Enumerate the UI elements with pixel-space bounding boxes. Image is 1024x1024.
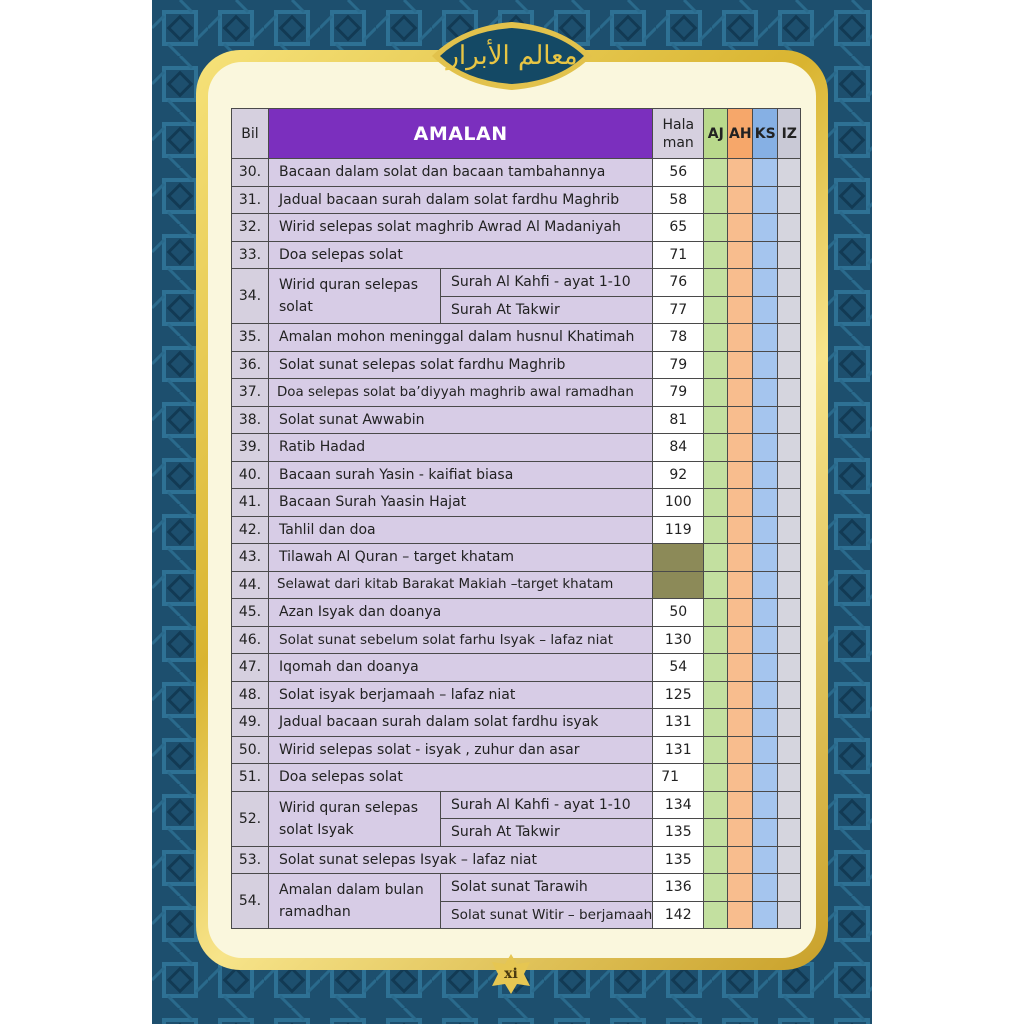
- ah-checkbox-cell[interactable]: [728, 901, 753, 929]
- ah-checkbox-cell[interactable]: [728, 406, 753, 434]
- row-text: Tahlil dan doa: [269, 516, 653, 544]
- aj-checkbox-cell[interactable]: [704, 241, 728, 269]
- row-page: 92: [653, 461, 704, 489]
- ks-checkbox-cell[interactable]: [753, 269, 778, 297]
- table-row: [232, 654, 801, 682]
- row-page: 76: [653, 269, 704, 297]
- row-number: 38.: [232, 406, 269, 434]
- iz-checkbox-cell[interactable]: [778, 654, 801, 682]
- header-amalan: AMALAN: [269, 109, 653, 159]
- row-page: 58: [653, 186, 704, 214]
- iz-checkbox-cell[interactable]: [778, 434, 801, 462]
- row-number: 53.: [232, 846, 269, 874]
- aj-checkbox-cell[interactable]: [704, 901, 728, 929]
- row-text: Amalan mohon meninggal dalam husnul Khatimah: [269, 324, 653, 352]
- aj-checkbox-cell[interactable]: [704, 709, 728, 737]
- ah-checkbox-cell[interactable]: [728, 736, 753, 764]
- table-row: [232, 626, 801, 654]
- aj-checkbox-cell[interactable]: [704, 406, 728, 434]
- row-page: 135: [653, 819, 704, 847]
- row-text: Bacaan surah Yasin - kaifiat biasa: [269, 461, 653, 489]
- ks-checkbox-cell[interactable]: [753, 186, 778, 214]
- row-page: 130: [653, 626, 704, 654]
- ks-checkbox-cell[interactable]: [753, 324, 778, 352]
- table-row: [232, 324, 801, 352]
- header-halaman-line2: man: [662, 134, 694, 151]
- table-row: [232, 874, 801, 902]
- table-row: [232, 791, 801, 819]
- aj-checkbox-cell[interactable]: [704, 544, 728, 572]
- row-subtext: Surah At Takwir: [441, 819, 653, 847]
- table-row: [232, 434, 801, 462]
- ks-checkbox-cell[interactable]: [753, 874, 778, 902]
- aj-checkbox-cell[interactable]: [704, 159, 728, 187]
- row-number: 35.: [232, 324, 269, 352]
- ah-checkbox-cell[interactable]: [728, 599, 753, 627]
- aj-checkbox-cell[interactable]: [704, 351, 728, 379]
- iz-checkbox-cell[interactable]: [778, 599, 801, 627]
- row-text: Tilawah Al Quran – target khatam: [269, 544, 653, 572]
- table-row: [232, 186, 801, 214]
- header-halaman: [653, 109, 704, 159]
- row-number: 31.: [232, 186, 269, 214]
- ks-checkbox-cell[interactable]: [753, 379, 778, 407]
- row-page: 54: [653, 654, 704, 682]
- row-number: 42.: [232, 516, 269, 544]
- row-page: 77: [653, 296, 704, 324]
- header-ah: AH: [728, 109, 753, 159]
- row-text: Doa selepas solat: [269, 764, 653, 792]
- header-ks: KS: [753, 109, 778, 159]
- iz-checkbox-cell[interactable]: [778, 571, 801, 599]
- iz-checkbox-cell[interactable]: [778, 241, 801, 269]
- aj-checkbox-cell[interactable]: [704, 819, 728, 847]
- table-row: [232, 214, 801, 242]
- iz-checkbox-cell[interactable]: [778, 379, 801, 407]
- row-number: 43.: [232, 544, 269, 572]
- ks-checkbox-cell[interactable]: [753, 736, 778, 764]
- row-page: 71: [653, 241, 704, 269]
- row-text: Jadual bacaan surah dalam solat fardhu Maghrib: [269, 186, 653, 214]
- row-page: 131: [653, 709, 704, 737]
- iz-checkbox-cell[interactable]: [778, 846, 801, 874]
- iz-checkbox-cell[interactable]: [778, 626, 801, 654]
- row-page: 79: [653, 379, 704, 407]
- iz-checkbox-cell[interactable]: [778, 874, 801, 902]
- row-page: 125: [653, 681, 704, 709]
- iz-checkbox-cell[interactable]: [778, 681, 801, 709]
- row-text: Solat sunat Awwabin: [269, 406, 653, 434]
- row-page: 81: [653, 406, 704, 434]
- row-number: 50.: [232, 736, 269, 764]
- ks-checkbox-cell[interactable]: [753, 516, 778, 544]
- page-number-badge: [488, 954, 534, 994]
- ah-checkbox-cell[interactable]: [728, 544, 753, 572]
- row-page: 78: [653, 324, 704, 352]
- ah-checkbox-cell[interactable]: [728, 709, 753, 737]
- table-row: [232, 571, 801, 599]
- title-badge: [422, 18, 602, 94]
- row-number: 48.: [232, 681, 269, 709]
- aj-checkbox-cell[interactable]: [704, 434, 728, 462]
- ks-checkbox-cell[interactable]: [753, 571, 778, 599]
- aj-checkbox-cell[interactable]: [704, 764, 728, 792]
- row-number: 33.: [232, 241, 269, 269]
- ah-checkbox-cell[interactable]: [728, 186, 753, 214]
- row-number: 49.: [232, 709, 269, 737]
- row-page-empty: [653, 571, 704, 599]
- table-row: [232, 159, 801, 187]
- aj-checkbox-cell[interactable]: [704, 461, 728, 489]
- table-row: [232, 544, 801, 572]
- aj-checkbox-cell[interactable]: [704, 846, 728, 874]
- ks-checkbox-cell[interactable]: [753, 296, 778, 324]
- amalan-table: [231, 108, 801, 929]
- table-row: [232, 461, 801, 489]
- iz-checkbox-cell[interactable]: [778, 489, 801, 517]
- aj-checkbox-cell[interactable]: [704, 186, 728, 214]
- aj-checkbox-cell[interactable]: [704, 599, 728, 627]
- row-page: 131: [653, 736, 704, 764]
- ks-checkbox-cell[interactable]: [753, 709, 778, 737]
- ah-checkbox-cell[interactable]: [728, 214, 753, 242]
- iz-checkbox-cell[interactable]: [778, 791, 801, 819]
- row-number: 36.: [232, 351, 269, 379]
- aj-checkbox-cell[interactable]: [704, 296, 728, 324]
- table-row: [232, 269, 801, 297]
- row-text: Bacaan dalam solat dan bacaan tambahannya: [269, 159, 653, 187]
- row-text: Selawat dari kitab Barakat Makiah –target khatam: [269, 571, 653, 599]
- ah-checkbox-cell[interactable]: [728, 324, 753, 352]
- row-number: 30.: [232, 159, 269, 187]
- header-iz: IZ: [778, 109, 801, 159]
- row-subtext: Surah Al Kahfi - ayat 1-10: [441, 791, 653, 819]
- ks-checkbox-cell[interactable]: [753, 241, 778, 269]
- iz-checkbox-cell[interactable]: [778, 159, 801, 187]
- ah-checkbox-cell[interactable]: [728, 626, 753, 654]
- row-number: 47.: [232, 654, 269, 682]
- iz-checkbox-cell[interactable]: [778, 819, 801, 847]
- row-text: Jadual bacaan surah dalam solat fardhu isyak: [269, 709, 653, 737]
- ah-checkbox-cell[interactable]: [728, 516, 753, 544]
- row-number: 39.: [232, 434, 269, 462]
- row-page: 142: [653, 901, 704, 929]
- row-page: 56: [653, 159, 704, 187]
- row-number: 41.: [232, 489, 269, 517]
- row-text: Bacaan Surah Yaasin Hajat: [269, 489, 653, 517]
- row-text: Doa selepas solat ba’diyyah maghrib awal ramadhan: [269, 379, 653, 407]
- aj-checkbox-cell[interactable]: [704, 874, 728, 902]
- row-text: Amalan dalam bulan ramadhan: [269, 874, 441, 929]
- aj-checkbox-cell[interactable]: [704, 791, 728, 819]
- ks-checkbox-cell[interactable]: [753, 351, 778, 379]
- iz-checkbox-cell[interactable]: [778, 901, 801, 929]
- row-text: Solat isyak berjamaah – lafaz niat: [269, 681, 653, 709]
- ks-checkbox-cell[interactable]: [753, 434, 778, 462]
- row-number: 32.: [232, 214, 269, 242]
- aj-checkbox-cell[interactable]: [704, 571, 728, 599]
- row-text: Wirid selepas solat maghrib Awrad Al Madaniyah: [269, 214, 653, 242]
- ks-checkbox-cell[interactable]: [753, 626, 778, 654]
- ks-checkbox-cell[interactable]: [753, 846, 778, 874]
- iz-checkbox-cell[interactable]: [778, 351, 801, 379]
- table-row: [232, 599, 801, 627]
- row-page: 65: [653, 214, 704, 242]
- aj-checkbox-cell[interactable]: [704, 489, 728, 517]
- ah-checkbox-cell[interactable]: [728, 571, 753, 599]
- header-halaman-line1: Hala: [662, 116, 695, 133]
- row-page: 135: [653, 846, 704, 874]
- table-row: [232, 846, 801, 874]
- ks-checkbox-cell[interactable]: [753, 764, 778, 792]
- row-text: Wirid quran selepas solat: [269, 269, 441, 324]
- row-text: Azan Isyak dan doanya: [269, 599, 653, 627]
- table-row: [232, 241, 801, 269]
- ah-checkbox-cell[interactable]: [728, 819, 753, 847]
- row-subtext: Solat sunat Tarawih: [441, 874, 653, 902]
- iz-checkbox-cell[interactable]: [778, 764, 801, 792]
- ks-checkbox-cell[interactable]: [753, 489, 778, 517]
- row-text: Solat sunat sebelum solat farhu Isyak – lafaz niat: [269, 626, 653, 654]
- header-bil: Bil: [232, 109, 269, 159]
- iz-checkbox-cell[interactable]: [778, 186, 801, 214]
- page-number: xi: [504, 966, 518, 982]
- iz-checkbox-cell[interactable]: [778, 736, 801, 764]
- aj-checkbox-cell[interactable]: [704, 324, 728, 352]
- row-page: 50: [653, 599, 704, 627]
- ks-checkbox-cell[interactable]: [753, 406, 778, 434]
- row-page: 71: [653, 764, 704, 792]
- header-aj: AJ: [704, 109, 728, 159]
- row-page: 100: [653, 489, 704, 517]
- ks-checkbox-cell[interactable]: [753, 544, 778, 572]
- row-number: 52.: [232, 791, 269, 846]
- row-number: 40.: [232, 461, 269, 489]
- iz-checkbox-cell[interactable]: [778, 406, 801, 434]
- ah-checkbox-cell[interactable]: [728, 379, 753, 407]
- aj-checkbox-cell[interactable]: [704, 736, 728, 764]
- ks-checkbox-cell[interactable]: [753, 599, 778, 627]
- table-row: [232, 681, 801, 709]
- ah-checkbox-cell[interactable]: [728, 269, 753, 297]
- row-text: Ratib Hadad: [269, 434, 653, 462]
- ah-checkbox-cell[interactable]: [728, 791, 753, 819]
- aj-checkbox-cell[interactable]: [704, 681, 728, 709]
- iz-checkbox-cell[interactable]: [778, 516, 801, 544]
- ah-checkbox-cell[interactable]: [728, 296, 753, 324]
- ah-checkbox-cell[interactable]: [728, 351, 753, 379]
- ks-checkbox-cell[interactable]: [753, 461, 778, 489]
- iz-checkbox-cell[interactable]: [778, 296, 801, 324]
- iz-checkbox-cell[interactable]: [778, 214, 801, 242]
- row-number: 46.: [232, 626, 269, 654]
- ah-checkbox-cell[interactable]: [728, 461, 753, 489]
- ks-checkbox-cell[interactable]: [753, 901, 778, 929]
- row-number: 44.: [232, 571, 269, 599]
- ks-checkbox-cell[interactable]: [753, 654, 778, 682]
- row-number: 51.: [232, 764, 269, 792]
- row-text: Wirid selepas solat - isyak , zuhur dan asar: [269, 736, 653, 764]
- row-number: 54.: [232, 874, 269, 929]
- ah-checkbox-cell[interactable]: [728, 764, 753, 792]
- ks-checkbox-cell[interactable]: [753, 819, 778, 847]
- ks-checkbox-cell[interactable]: [753, 214, 778, 242]
- ah-checkbox-cell[interactable]: [728, 241, 753, 269]
- ah-checkbox-cell[interactable]: [728, 159, 753, 187]
- ah-checkbox-cell[interactable]: [728, 434, 753, 462]
- table-row: [232, 489, 801, 517]
- row-page: 79: [653, 351, 704, 379]
- row-page: 84: [653, 434, 704, 462]
- table-row: [232, 406, 801, 434]
- row-page: 134: [653, 791, 704, 819]
- iz-checkbox-cell[interactable]: [778, 544, 801, 572]
- row-number: 45.: [232, 599, 269, 627]
- ah-checkbox-cell[interactable]: [728, 874, 753, 902]
- ks-checkbox-cell[interactable]: [753, 681, 778, 709]
- aj-checkbox-cell[interactable]: [704, 626, 728, 654]
- table-header-row: [232, 109, 801, 159]
- aj-checkbox-cell[interactable]: [704, 214, 728, 242]
- row-page-empty: [653, 544, 704, 572]
- ah-checkbox-cell[interactable]: [728, 654, 753, 682]
- table-row: [232, 379, 801, 407]
- table-row: [232, 351, 801, 379]
- row-text: Solat sunat selepas Isyak – lafaz niat: [269, 846, 653, 874]
- title-calligraphy: معالم الأبرار: [446, 41, 578, 71]
- iz-checkbox-cell[interactable]: [778, 324, 801, 352]
- aj-checkbox-cell[interactable]: [704, 516, 728, 544]
- row-text: Iqomah dan doanya: [269, 654, 653, 682]
- aj-checkbox-cell[interactable]: [704, 379, 728, 407]
- row-subtext: Surah At Takwir: [441, 296, 653, 324]
- row-page: 119: [653, 516, 704, 544]
- row-text: Solat sunat selepas solat fardhu Maghrib: [269, 351, 653, 379]
- ah-checkbox-cell[interactable]: [728, 489, 753, 517]
- row-subtext: Surah Al Kahfi - ayat 1-10: [441, 269, 653, 297]
- row-text: Wirid quran selepas solat Isyak: [269, 791, 441, 846]
- ks-checkbox-cell[interactable]: [753, 791, 778, 819]
- iz-checkbox-cell[interactable]: [778, 709, 801, 737]
- row-number: 37.: [232, 379, 269, 407]
- aj-checkbox-cell[interactable]: [704, 269, 728, 297]
- table-row: [232, 736, 801, 764]
- row-text: Doa selepas solat: [269, 241, 653, 269]
- ah-checkbox-cell[interactable]: [728, 681, 753, 709]
- table-row: [232, 709, 801, 737]
- table-row: [232, 516, 801, 544]
- ah-checkbox-cell[interactable]: [728, 846, 753, 874]
- row-subtext: Solat sunat Witir – berjamaah: [441, 901, 653, 929]
- row-number: 34.: [232, 269, 269, 324]
- iz-checkbox-cell[interactable]: [778, 269, 801, 297]
- iz-checkbox-cell[interactable]: [778, 461, 801, 489]
- aj-checkbox-cell[interactable]: [704, 654, 728, 682]
- ks-checkbox-cell[interactable]: [753, 159, 778, 187]
- table-row: [232, 764, 801, 792]
- row-page: 136: [653, 874, 704, 902]
